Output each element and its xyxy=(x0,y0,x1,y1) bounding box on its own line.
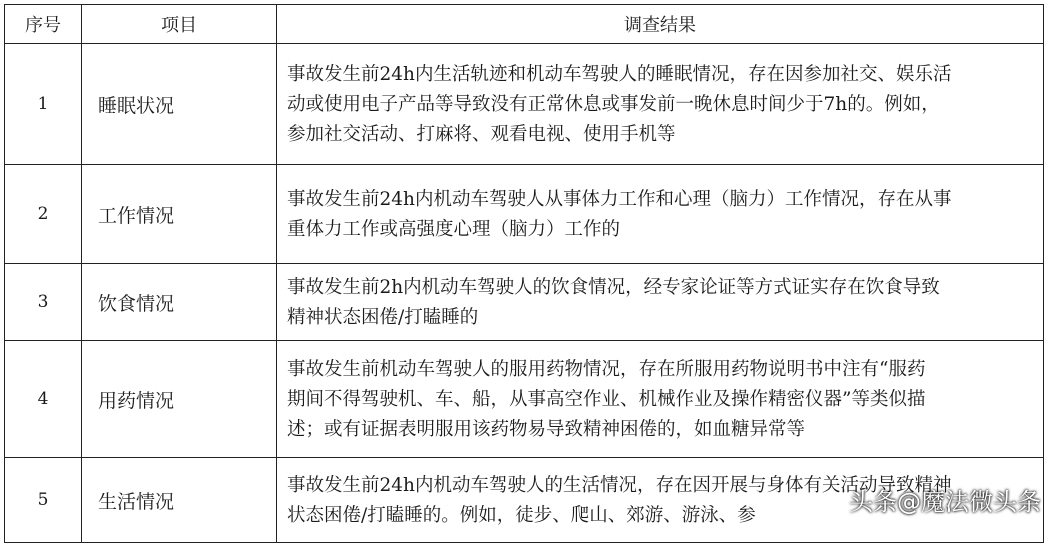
result-line: 事故发生前2h内机动车驾驶人的饮食情况，经专家论证等方式证实存在饮食导致 xyxy=(287,277,940,298)
result-line: 事故发生前24h内机动车驾驶人的生活情况，存在因开展与身体有关活动导致精神 xyxy=(287,475,952,496)
result-line: 述；或有证据表明服用该药物易导致精神困倦的，如血糖异常等 xyxy=(287,419,806,440)
row-result xyxy=(277,264,1044,341)
row-number: 5 xyxy=(5,458,82,543)
header-no: 序号 xyxy=(5,5,82,44)
survey-table xyxy=(4,4,1044,543)
result-line: 期间不得驾驶机、车、船，从事高空作业、机械作业及操作精密仪器”等类似描 xyxy=(287,389,926,410)
result-line: 事故发生前机动车驾驶人的服用药物情况，存在所服用药物说明书中注有“服药 xyxy=(287,359,926,380)
header-item: 项目 xyxy=(82,5,277,44)
table-row xyxy=(5,341,1044,458)
watermark: 头条@魔法微头条 xyxy=(849,488,1041,516)
row-item: 工作情况 xyxy=(82,165,277,264)
row-number: 2 xyxy=(5,165,82,264)
row-item: 生活情况 xyxy=(82,458,277,543)
row-result xyxy=(277,44,1044,165)
table-row xyxy=(5,264,1044,341)
table-row xyxy=(5,165,1044,264)
result-line: 状态困倦/打瞌睡的。例如，徒步、爬山、郊游、游泳、参 xyxy=(287,505,756,526)
table-row xyxy=(5,44,1044,165)
row-number: 1 xyxy=(5,44,82,165)
row-result xyxy=(277,341,1044,458)
row-number: 3 xyxy=(5,264,82,341)
result-line: 事故发生前24h内机动车驾驶人从事体力工作和心理（脑力）工作情况，存在从事 xyxy=(287,189,952,210)
header-result: 调查结果 xyxy=(277,5,1044,44)
result-line: 动或使用电子产品等导致没有正常休息或事发前一晚休息时间少于7h的。例如， xyxy=(287,94,940,115)
row-number: 4 xyxy=(5,341,82,458)
result-line: 事故发生前24h内生活轨迹和机动车驾驶人的睡眠情况，存在因参加社交、娱乐活 xyxy=(287,64,952,85)
row-item: 睡眠状况 xyxy=(82,44,277,165)
result-line: 参加社交活动、打麻将、观看电视、使用手机等 xyxy=(287,124,676,145)
row-item: 饮食情况 xyxy=(82,264,277,341)
result-line: 精神状态困倦/打瞌睡的 xyxy=(287,307,479,328)
result-line: 重体力工作或高强度心理（脑力）工作的 xyxy=(287,219,621,240)
header-row xyxy=(5,5,1044,44)
row-item: 用药情况 xyxy=(82,341,277,458)
row-result xyxy=(277,165,1044,264)
